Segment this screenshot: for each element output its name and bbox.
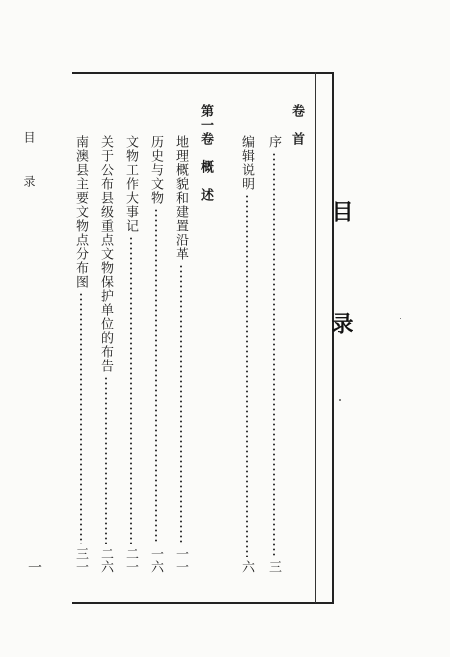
section-heading-volume-one: 第一卷 概 述 bbox=[198, 104, 213, 202]
toc-entry[interactable] bbox=[74, 135, 87, 573]
toc-entry-label: 地理概貌和建置沿革 bbox=[173, 135, 188, 261]
folio-number: 一 bbox=[26, 560, 42, 574]
top-border-rule bbox=[72, 72, 334, 74]
toc-entry-page: 三 bbox=[266, 560, 281, 573]
toc-entry-page: 二一 bbox=[123, 547, 138, 573]
leader-dots bbox=[80, 292, 82, 544]
toc-entry-page: 一一 bbox=[173, 547, 188, 573]
toc-entry-label: 历史与文物 bbox=[148, 135, 163, 205]
leader-dots bbox=[273, 152, 275, 557]
page-title: 目 录 bbox=[328, 200, 354, 368]
leader-dots bbox=[105, 376, 107, 544]
toc-entry[interactable] bbox=[240, 135, 253, 573]
toc-entry[interactable] bbox=[149, 135, 162, 573]
print-speck bbox=[400, 318, 401, 319]
running-header: 目 录 bbox=[22, 131, 36, 197]
toc-entry-page: 二六 bbox=[98, 547, 113, 573]
title-divider-rule bbox=[315, 72, 316, 603]
toc-entry-page: 一六 bbox=[148, 547, 163, 573]
toc-entry[interactable] bbox=[99, 135, 112, 573]
section-heading-juanshou: 卷 首 bbox=[289, 104, 304, 146]
toc-entry-page: 六 bbox=[239, 560, 254, 573]
toc-entry-label: 关于公布县级重点文物保护单位的布告 bbox=[98, 135, 113, 373]
toc-entry-label: 南澳县主要文物点分布图 bbox=[73, 135, 88, 289]
bottom-border-rule bbox=[72, 602, 334, 604]
toc-entry-label: 序 bbox=[266, 135, 281, 149]
leader-dots bbox=[180, 264, 182, 544]
toc-entry-label: 文物工作大事记 bbox=[123, 135, 138, 233]
leader-dots bbox=[130, 236, 132, 544]
toc-entry[interactable] bbox=[267, 135, 280, 573]
toc-entry[interactable] bbox=[124, 135, 137, 573]
toc-entry-page: 三一 bbox=[73, 547, 88, 573]
toc-entry-label: 编辑说明 bbox=[239, 135, 254, 191]
toc-entry[interactable] bbox=[174, 135, 187, 573]
print-speck bbox=[339, 399, 341, 401]
leader-dots bbox=[155, 208, 157, 544]
leader-dots bbox=[246, 194, 248, 557]
